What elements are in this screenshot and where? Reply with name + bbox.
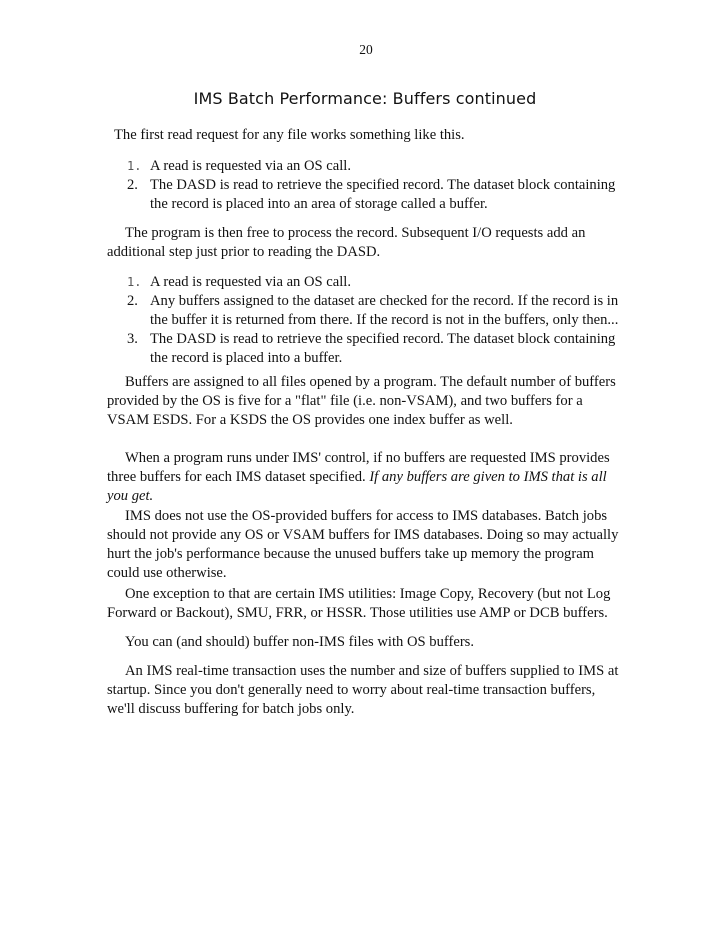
paragraph-text: Buffers are assigned to all files opened by a program. The default number of buffers provided by the OS is five for a "flat" file (i.e. non-VSAM), and two buffers for a VSAM ESDS. For a KSDS the OS provides one index buffer as well.: [107, 374, 616, 428]
paragraph-text: When a program runs under IMS' control, if no buffers are requested IMS provides three buffers for each IMS dataset specified.: [107, 450, 610, 485]
list-item-text: The DASD is read to retrieve the specified record. The dataset block containing the record is placed into a buffer.: [150, 331, 616, 366]
list-item: [0, 292, 728, 330]
paragraph-text: IMS does not use the OS-provided buffers for access to IMS databases. Batch jobs should not provide any OS or VSAM buffers for IMS databases. Doing so may actually hurt the job's performance because the unused buffers take up memory the program could use otherwise.: [107, 508, 619, 581]
intro-text: The first read request for any file works something like this.: [114, 127, 465, 143]
steps-list-subsequent-read: [0, 273, 728, 368]
list-item-text: A read is requested via an OS call.: [150, 274, 352, 290]
list-item: [0, 176, 728, 214]
page-title: IMS Batch Performance: Buffers continued: [193, 89, 537, 108]
list-item-text: Any buffers assigned to the dataset are checked for the record. If the record is in the buffer it is returned from there. If the record is not in the buffers, only then...: [150, 293, 619, 328]
paragraph: [107, 373, 622, 430]
paragraph: [107, 585, 622, 623]
paragraph: [107, 662, 622, 719]
paragraph-text: An IMS real-time transaction uses the number and size of buffers supplied to IMS at startup. Since you don't generally need to worry about real-time transaction buffers, we'll discuss buffering for batch jobs only.: [107, 663, 619, 717]
paragraph-text: One exception to that are certain IMS utilities: Image Copy, Recovery (but not Log Forward or Backout), SMU, FRR, or HSSR. Those utilities use AMP or DCB buffers.: [107, 586, 611, 621]
paragraph-text: You can (and should) buffer non-IMS files with OS buffers.: [125, 634, 475, 650]
list-item-number: 1.: [127, 275, 142, 289]
list-item: [0, 273, 728, 292]
list-item-number: 2.: [127, 177, 138, 193]
paragraph-emphasis: If any buffers are given to IMS that is all you get.: [107, 469, 607, 504]
list-item-text: The DASD is read to retrieve the specified record. The dataset block containing the record is placed into an area of storage called a buffer.: [150, 177, 616, 212]
list-item-number: 3.: [127, 331, 138, 347]
list-item-text: A read is requested via an OS call.: [150, 158, 352, 174]
paragraph: [107, 224, 622, 262]
paragraph: [107, 633, 622, 652]
list-item: [0, 157, 728, 176]
paragraph-text: The program is then free to process the record. Subsequent I/O requests add an additional step just prior to reading the DASD.: [107, 225, 586, 260]
page-number: 20: [359, 42, 373, 57]
list-item-number: 1.: [127, 159, 142, 173]
paragraph: [107, 449, 622, 506]
paragraph: [107, 507, 622, 583]
list-item: [0, 330, 728, 368]
steps-list-first-read: [0, 157, 728, 214]
list-item-number: 2.: [127, 293, 138, 309]
